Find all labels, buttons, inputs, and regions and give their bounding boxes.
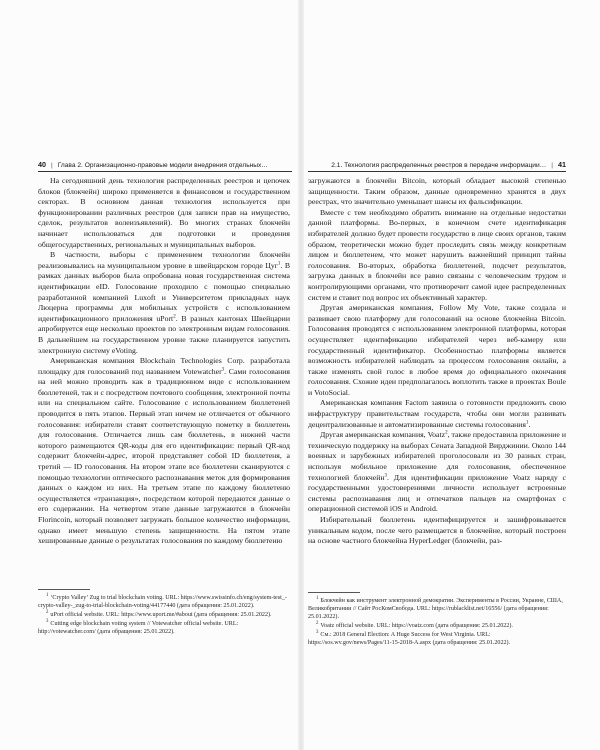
paragraph-text: . В рамках данных выборов была опробована новая государственная система идентификации eID. Голосование проходило с помощью специально разработанной компанией Luxoft и Университетом прикладных наук Люцерна программы для мобильных устройств с использованием идентификационного приложения uPort [38,260,290,323]
footnote-ref: 3 [221,367,225,373]
footnote-ref: 1 [526,420,529,426]
body-paragraph [38,356,290,547]
footnote-number: 2 [46,609,49,615]
footnote [308,622,566,630]
body-paragraph [38,250,290,356]
footnote-text: Блокчейн как инструмент электронной демократии. Эксперименты в России, Украине, США, Великобритании // Сайт РосКомСвобода. URL: https://rublacklist.net/16556/ (дата обращения: 25.01.2022). [308,598,563,621]
paragraph-text: . [528,419,531,429]
footnote [38,594,290,610]
left-footnotes [38,594,290,637]
footnote-ref: 2 [173,314,176,320]
header-separator: | [51,162,53,169]
body-paragraph [308,398,566,430]
footnote [38,620,290,636]
body-paragraph [308,208,566,303]
right-footnote-rule [308,592,360,593]
paragraph-text: В частности, выборы с применением технологии блокчейн реализовывались на муниципальном уровне в швейцарском городе Цуг [38,250,290,270]
right-footnotes [308,597,566,648]
footnote-text: См.: 2018 General Election: A Huge Success for West Virginia. URL: https://sos.wv.gov/news/Pages/11-15-2018-A.aspx (дата обращения: 25.01.2022). [308,632,511,647]
left-page-number: 40 [38,160,46,169]
footnote-text: Voatz official website. URL: https://voatz.com (дата обращения: 25.01.2022). [320,623,513,630]
paragraph-text: . Сами голосования на ней можно проводить как в традиционном виде с использованием бюллетеней, так и с посредством почтового сообщения, электронной почты или на специальном сайте. Голосование с использованием бюллетеней проводится в пять этапов. Первый этап ничем не отличается от обычного голосования: избиратели ставят соответствующую пометку в бюллетень для голосования. Отличается лишь сам бюллетень, в нижней части которого размещаются QR-коды для его идентификации: первый QR-код содержит блокчейн-адрес, второй представляет собой ID бюллетеня, а третий — ID голосования. На втором этапе все бюллетени сканируются с помощью технологии оптического распознавания меток для формирования данных о каждом из них. На третьем этапе по каждому бюллетеню осуществляется «транзакция», посредством которой передаются данные о его содержании. На четвертом этапе данные загружаются в блокчейн Florincoin, который позволяет загружать большое количество информации, однако имеет меньшую степень защищенности. На пятом этапе хешированные данные о результатах голосования по каждому бюллетеню [38,366,290,546]
paragraph-text: загружаются в блокчейн Bitcoin, который обладает высокой степенью защищенности. Таким образом, данные одновременно хранятся в двух реестрах, что значительно уменьшает шансы их фальсификации. [308,176,566,207]
right-page-body [308,176,566,547]
footnote-number: 3 [46,618,49,624]
header-separator: | [551,162,553,169]
left-header-rule [38,171,292,172]
paragraph-text: , также предоставила приложение и техническую поддержку на выборах Сената Западной Вирджинии. Около 144 военных и зарубежных избирателей проголосовали из 30 разных стран, используя мобильное приложение для голосования, обеспеченное технологией блокчейн [308,430,566,482]
paragraph-text: . В разных кантонах Швейцарии апробируется еще несколько проектов по электронным видам голосования. В дальнейшем на государственном уровне также планируется запустить электронную систему eVoting. [38,313,290,355]
footnote-number: 2 [316,621,319,627]
footnote-number: 1 [46,592,49,598]
left-header-title: Глава 2. Организационно-правовые модели внедрения отдельных… [57,162,268,169]
left-page-body [38,176,290,547]
footnote-ref: 1 [277,261,281,267]
footnote-text: Cutting edge blockchain voting system // Votewatcher official website. URL: http://votewatcher.com/ (дата обращения: 25.01.2022). [38,620,239,635]
footnote [38,611,290,619]
body-paragraph [308,515,566,547]
left-footnote-rule [38,589,90,590]
right-header-title: 2.1. Технология распределенных реестров в передаче информации… [331,162,547,169]
paragraph-text: Вместе с тем необходимо обратить внимание на отдельные недостатки данной платформы. Во-первых, в конечном счете идентификация избирателей должно будет провести государство в лице своих органов, таким образом, теоретически можно будет проследить связь между конкретным лицом и бюллетенем, что может нарушить важнейший принцип тайны голосования. Во-вторых, обработка бюллетеней, подсчет результатов, загрузка данных в блокчейн все равно связаны с человеческим трудом и контролирующими органами, что противоречит самой идее распределенных систем и ставит под вопрос их объективный характер. [308,207,566,302]
footnote-text: ‘Crypto Valley’ Zug to trial blockchain voting. URL: https://www.swissinfo.ch/eng/system-test_-crypto-valley-_zug-to-trial-blockchain-voting/44177440 (дата обращения: 25.01.2022). [38,595,287,610]
right-page [302,0,600,750]
footnote-text: uPort official website. URL: https://www.uport.me/#about (дата обращения: 25.01.2022). [50,612,272,618]
body-paragraph [308,176,566,208]
body-paragraph [308,430,566,515]
footnote [308,597,566,622]
footnote-number: 1 [316,595,319,601]
body-paragraph [308,303,566,398]
right-page-number: 41 [558,160,566,169]
paragraph-text: . Для идентификации приложение Voatz наряду с государственными удостоверениями личности использует встроенные системы распознавания лиц и отпечатков пальцев на смартфонах с операционной системой iOS и Android. [308,472,566,514]
body-paragraph [38,176,290,250]
paragraph-text: Избирательный бюллетень идентифицируется и зашифровывается уникальным кодом, после чего размещается в блокчейне, который построен на основе частного блокчейна HyperLedger (блокчейн, раз- [308,515,566,546]
footnote-ref: 2 [445,430,448,436]
right-header-rule [308,171,566,172]
paragraph-text: Американская компания Blockchain Technologies Corp. разработала площадку для голосований под названием Votewatcher [38,356,290,376]
paragraph-text: Другая американская компания, Voatz [320,430,446,440]
paragraph-text: На сегодняшний день технология распределенных реестров и цепочек блоков (блокчейн) широко применяется в финансовом и государственном секторах. В основном данная технология используется при функционировании различных реестров (для записи прав на имущество, сделок, результатов волеизъявлений). Во многих странах блокчейн начинает использоваться для подготовки и проведения общегосударственных, региональных и муниципальных выборов. [38,176,290,249]
footnote-number: 3 [316,629,319,635]
paragraph-text: Другая американская компания, Follow My Vote, также создала и развивает свою платформу для голосований на основе блокчейна Bitcoin. Голосования проводятся с использованием электронной платформы, которая осуществляет идентификацию избирателей через веб-камеру или государственный идентификатор. Особенностью платформы является возможность избирателей наблюдать за процессом голосования онлайн, а также изменять свой голос в любое время до официального окончания голосования. Схожие идеи предполагалось воплотить также в проектах Boule и VotoSocial. [308,303,566,397]
paragraph-text: Американская компания Factom заявила о готовности предложить свою инфраструктуру правительствам государств, чтобы они могли развивать децентрализованные и автоматизированные системы голосования [308,398,566,429]
footnote [308,631,566,647]
footnote-ref: 3 [384,473,388,479]
